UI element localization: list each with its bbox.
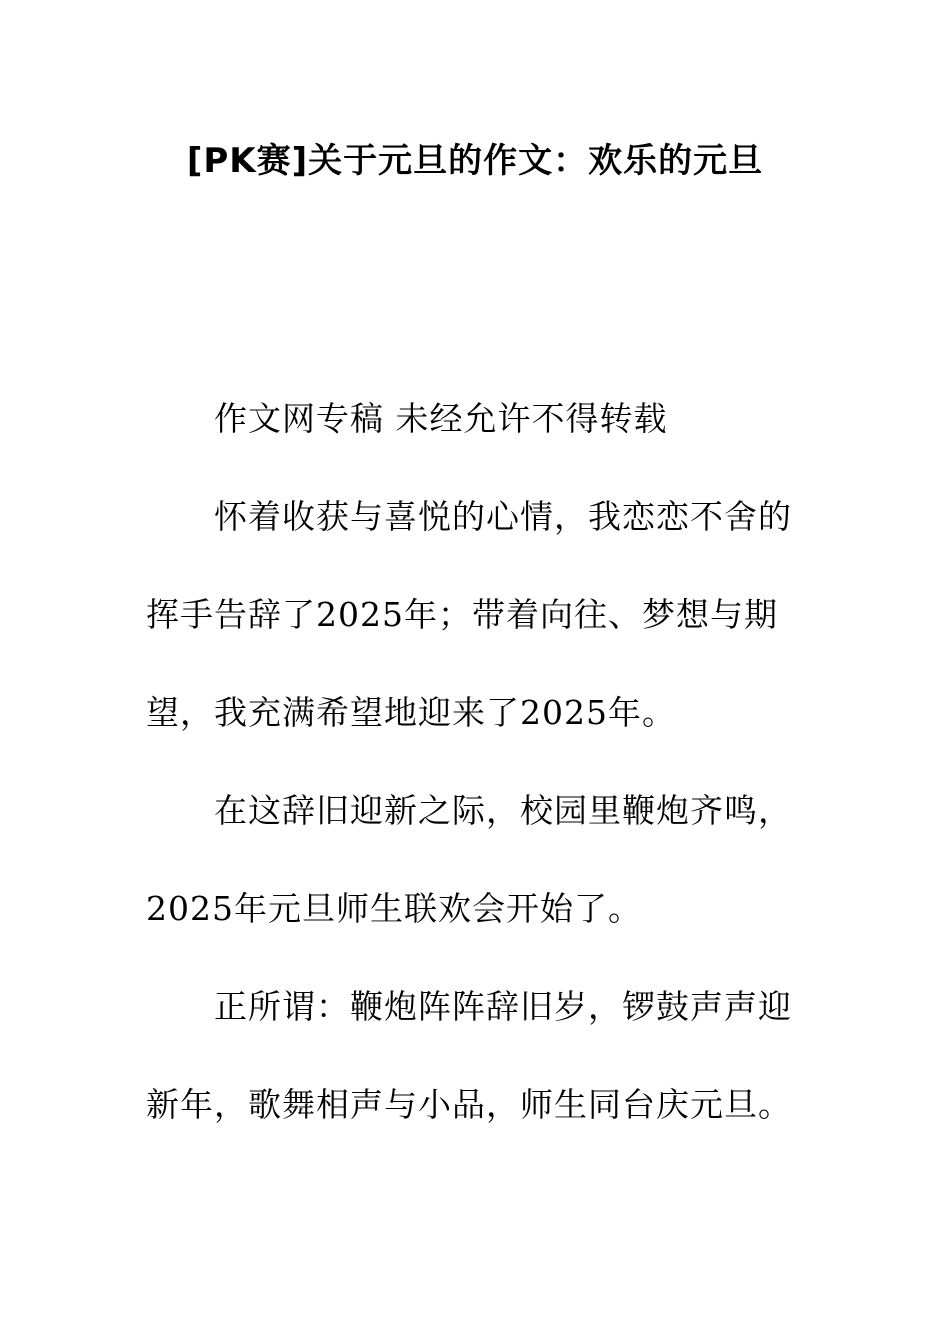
paragraph-3: 正所谓：鞭炮阵阵辞旧岁，锣鼓声声迎新年，歌舞相声与小品，师生同台庆元旦。 [146, 987, 792, 1124]
paragraph-2: 在这辞旧迎新之际，校园里鞭炮齐鸣，2025年元旦师生联欢会开始了。 [146, 791, 792, 928]
paragraph-1: 怀着收获与喜悦的心情，我恋恋不舍的挥手告辞了2025年；带着向往、梦想与期望，我充满希望地迎来了2025年。 [146, 497, 792, 732]
paragraph-byline: 作文网专稿 未经允许不得转载 [214, 399, 668, 438]
document-title: [PK赛]关于元旦的作文：欢乐的元旦 [186, 141, 764, 181]
document-body [146, 370, 796, 1154]
